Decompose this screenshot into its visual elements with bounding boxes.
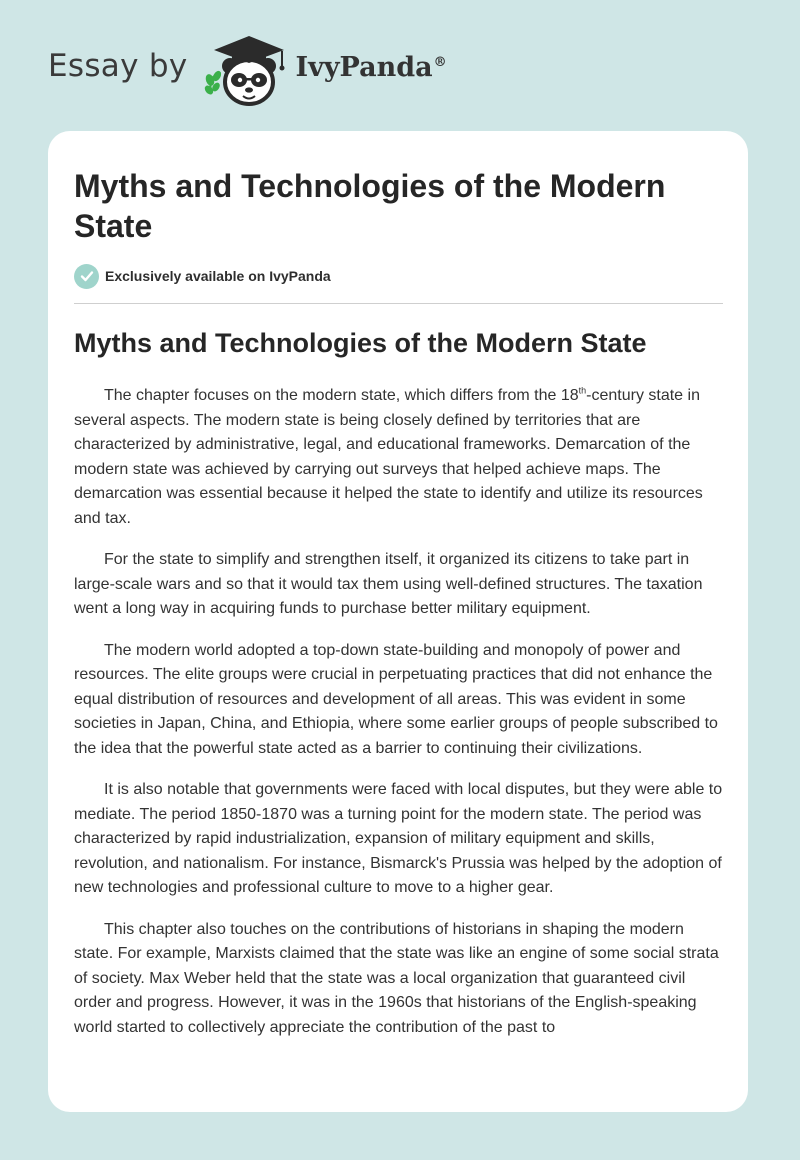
essay-by-label: Essay by bbox=[48, 48, 188, 84]
paragraph: The chapter focuses on the modern state, which differs from the 18th-century state in several aspects. The modern state is being closely defined by territories that are characterized by administrative, legal, and educational frameworks. Demarcation of the modern state was achieved by carrying out surveys that helped achieve maps. The demarcation was essential because it helped the state to identify and utilize its resources and tax. bbox=[74, 385, 703, 527]
essay-body bbox=[74, 384, 724, 1057]
availability-text: Exclusively available on IvyPanda bbox=[105, 268, 331, 284]
panda-graduation-cap-icon bbox=[202, 30, 294, 110]
paragraph: The modern world adopted a top-down state-building and monopoly of power and resources. The elite groups were crucial in perpetuating practices that did not enhance the equal distribution of resources and development of all areas. This was evident in some societies in Japan, China, and Ethiopia, where some earlier groups of people subscribed to the idea that the powerful state acted as a barrier to continuing their civilizations. bbox=[74, 641, 718, 757]
availability-note bbox=[74, 263, 331, 289]
section-heading: Myths and Technologies of the Modern State bbox=[74, 328, 647, 358]
brand-name: IvyPanda® bbox=[295, 51, 447, 83]
divider bbox=[74, 303, 723, 304]
paragraph: It is also notable that governments were faced with local disputes, but they were able to mediate. The period 1850-1870 was a turning point for the modern state. The period was characterized by rapid industrialization, expansion of military equipment and skills, revolution, and nationalism. For instance, Bismarck's Prussia was helped by the adoption of new technologies and professional culture to move to a higher gear. bbox=[74, 781, 723, 896]
page-title: Myths and Technologies of the Modern State bbox=[74, 168, 666, 244]
check-circle-icon bbox=[74, 264, 99, 289]
site-header bbox=[48, 30, 447, 110]
registered-mark: ® bbox=[433, 54, 447, 70]
essay-card bbox=[48, 131, 748, 1112]
paragraph: This chapter also touches on the contributions of historians in shaping the modern state. For example, Marxists claimed that the state was like an engine of some social strata of society. Max Weber held that the state was a local organization that guaranteed civil order and progress. However, it was in the 1960s that historians of the English-speaking world started to collectively appreciate the contribution of the past to bbox=[74, 920, 719, 1036]
superscript: th bbox=[578, 385, 587, 396]
paragraph: For the state to simplify and strengthen itself, it organized its citizens to take part in large-scale wars and so that it would tax them using well-defined structures. The taxation went a long way in acquiring funds to purchase better military equipment. bbox=[74, 551, 703, 617]
